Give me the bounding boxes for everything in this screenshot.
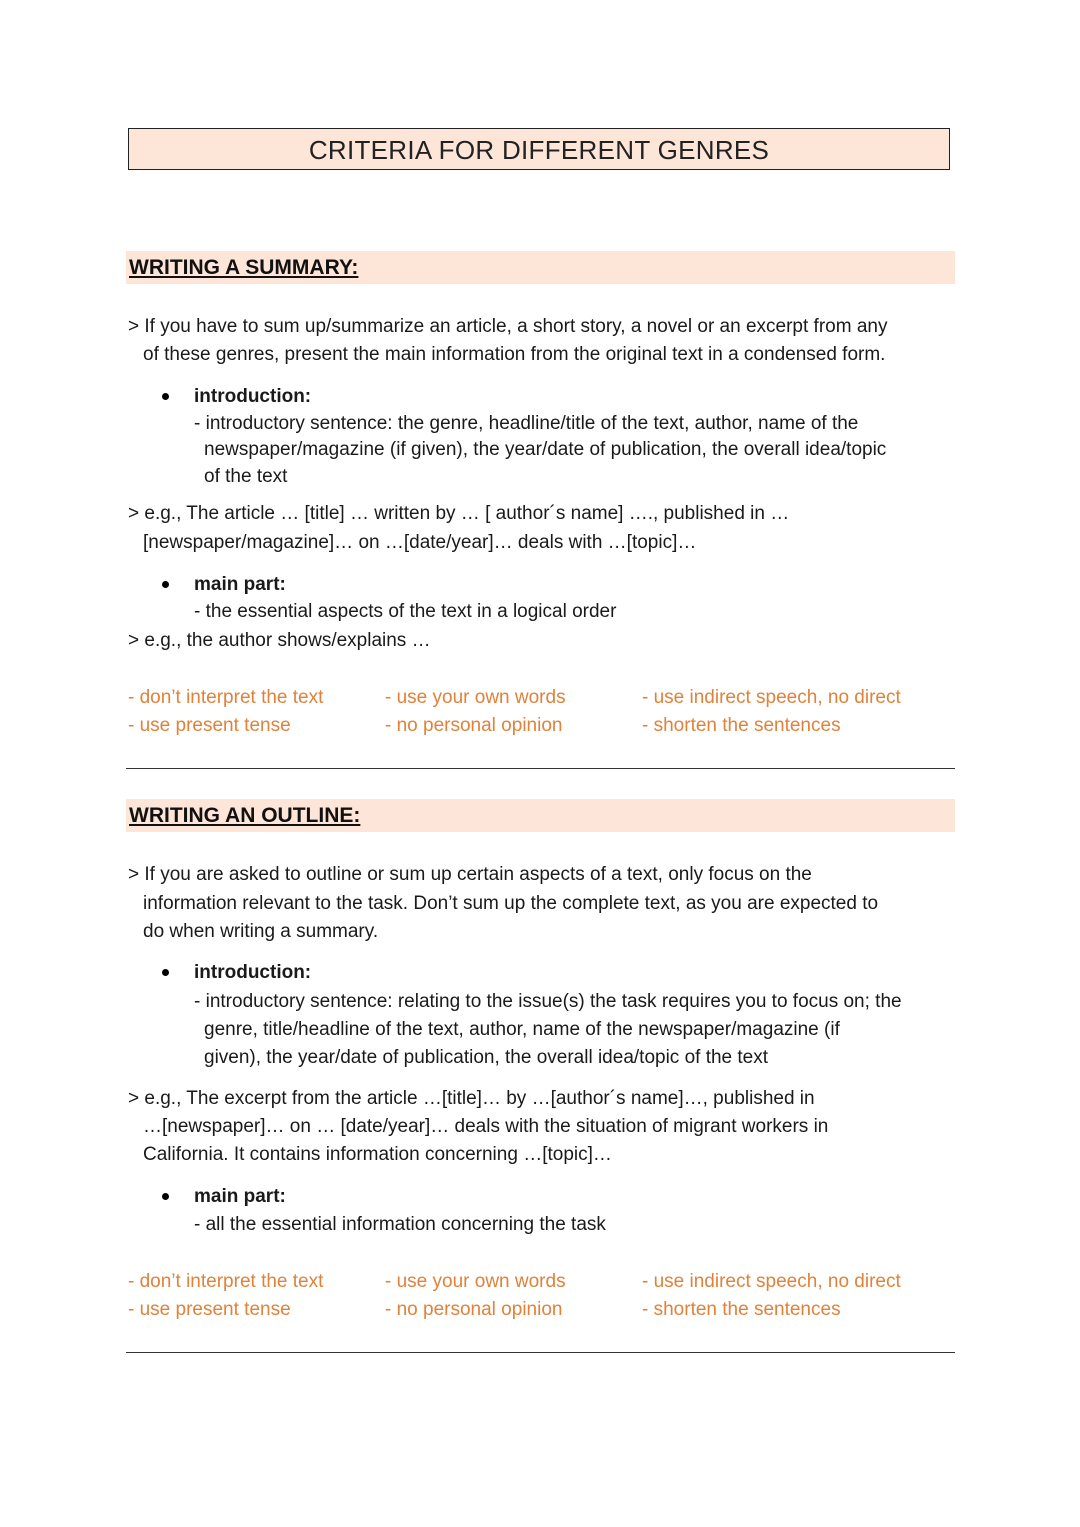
- outline-tip: - shorten the sentences: [642, 1299, 841, 1320]
- outline-main-label: main part:: [194, 1186, 286, 1207]
- outline-intro-line-3: do when writing a summary.: [143, 921, 379, 942]
- section-divider: [126, 1352, 955, 1353]
- bullet-icon: [162, 581, 169, 588]
- page-title: CRITERIA FOR DIFFERENT GENRES: [128, 128, 950, 170]
- summary-example-line-2: [newspaper/magazine]… on …[date/year]… deals with …[topic]…: [143, 532, 697, 553]
- summary-tip: - no personal opinion: [385, 715, 563, 736]
- summary-tip: - don’t interpret the text: [128, 687, 324, 708]
- outline-introduction-line-2: genre, title/headline of the text, author, name of the newspaper/magazine (if: [204, 1019, 840, 1040]
- outline-intro-line-1: > If you are asked to outline or sum up certain aspects of a text, only focus on the: [128, 864, 812, 885]
- outline-intro-line-2: information relevant to the task. Don’t sum up the complete text, as you are expected to: [143, 893, 879, 914]
- summary-heading: WRITING A SUMMARY:: [129, 256, 359, 279]
- outline-introduction-label: introduction:: [194, 962, 312, 983]
- outline-tip: - use indirect speech, no direct: [642, 1271, 901, 1292]
- outline-main-line: - all the essential information concerning the task: [194, 1214, 606, 1235]
- summary-example-2: > e.g., the author shows/explains …: [128, 630, 431, 651]
- outline-example-line-3: California. It contains information concerning …[topic]…: [143, 1144, 612, 1165]
- summary-intro-line-1: > If you have to sum up/summarize an article, a short story, a novel or an excerpt from any: [128, 316, 888, 337]
- summary-intro-line-2: of these genres, present the main information from the original text in a condensed form.: [143, 344, 886, 365]
- outline-tip: - no personal opinion: [385, 1299, 563, 1320]
- summary-example-line-1: > e.g., The article … [title] … written by … [ author´s name] …., published in …: [128, 503, 790, 524]
- summary-main-line: - the essential aspects of the text in a logical order: [194, 601, 617, 622]
- summary-tip: - use indirect speech, no direct: [642, 687, 901, 708]
- outline-heading: WRITING AN OUTLINE:: [129, 804, 361, 827]
- summary-introduction-label: introduction:: [194, 386, 312, 407]
- summary-tip: - shorten the sentences: [642, 715, 841, 736]
- outline-example-line-1: > e.g., The excerpt from the article …[title]… by …[author´s name]…, published in: [128, 1088, 815, 1109]
- bullet-icon: [162, 1193, 169, 1200]
- summary-tip: - use present tense: [128, 715, 291, 736]
- summary-introduction-line-3: of the text: [204, 466, 288, 487]
- summary-tip: - use your own words: [385, 687, 566, 708]
- outline-tip: - use present tense: [128, 1299, 291, 1320]
- bullet-icon: [162, 393, 169, 400]
- outline-tip: - use your own words: [385, 1271, 566, 1292]
- bullet-icon: [162, 969, 169, 976]
- outline-introduction-line-1: - introductory sentence: relating to the issue(s) the task requires you to focus on; the: [194, 991, 902, 1012]
- summary-introduction-line-1: - introductory sentence: the genre, headline/title of the text, author, name of the: [194, 413, 859, 434]
- outline-introduction-line-3: given), the year/date of publication, the overall idea/topic of the text: [204, 1047, 769, 1068]
- section-divider: [126, 768, 955, 769]
- outline-example-line-2: …[newspaper]… on … [date/year]… deals with the situation of migrant workers in: [143, 1116, 829, 1137]
- outline-tip: - don’t interpret the text: [128, 1271, 324, 1292]
- summary-main-label: main part:: [194, 574, 286, 595]
- summary-introduction-line-2: newspaper/magazine (if given), the year/date of publication, the overall idea/topic: [204, 439, 887, 460]
